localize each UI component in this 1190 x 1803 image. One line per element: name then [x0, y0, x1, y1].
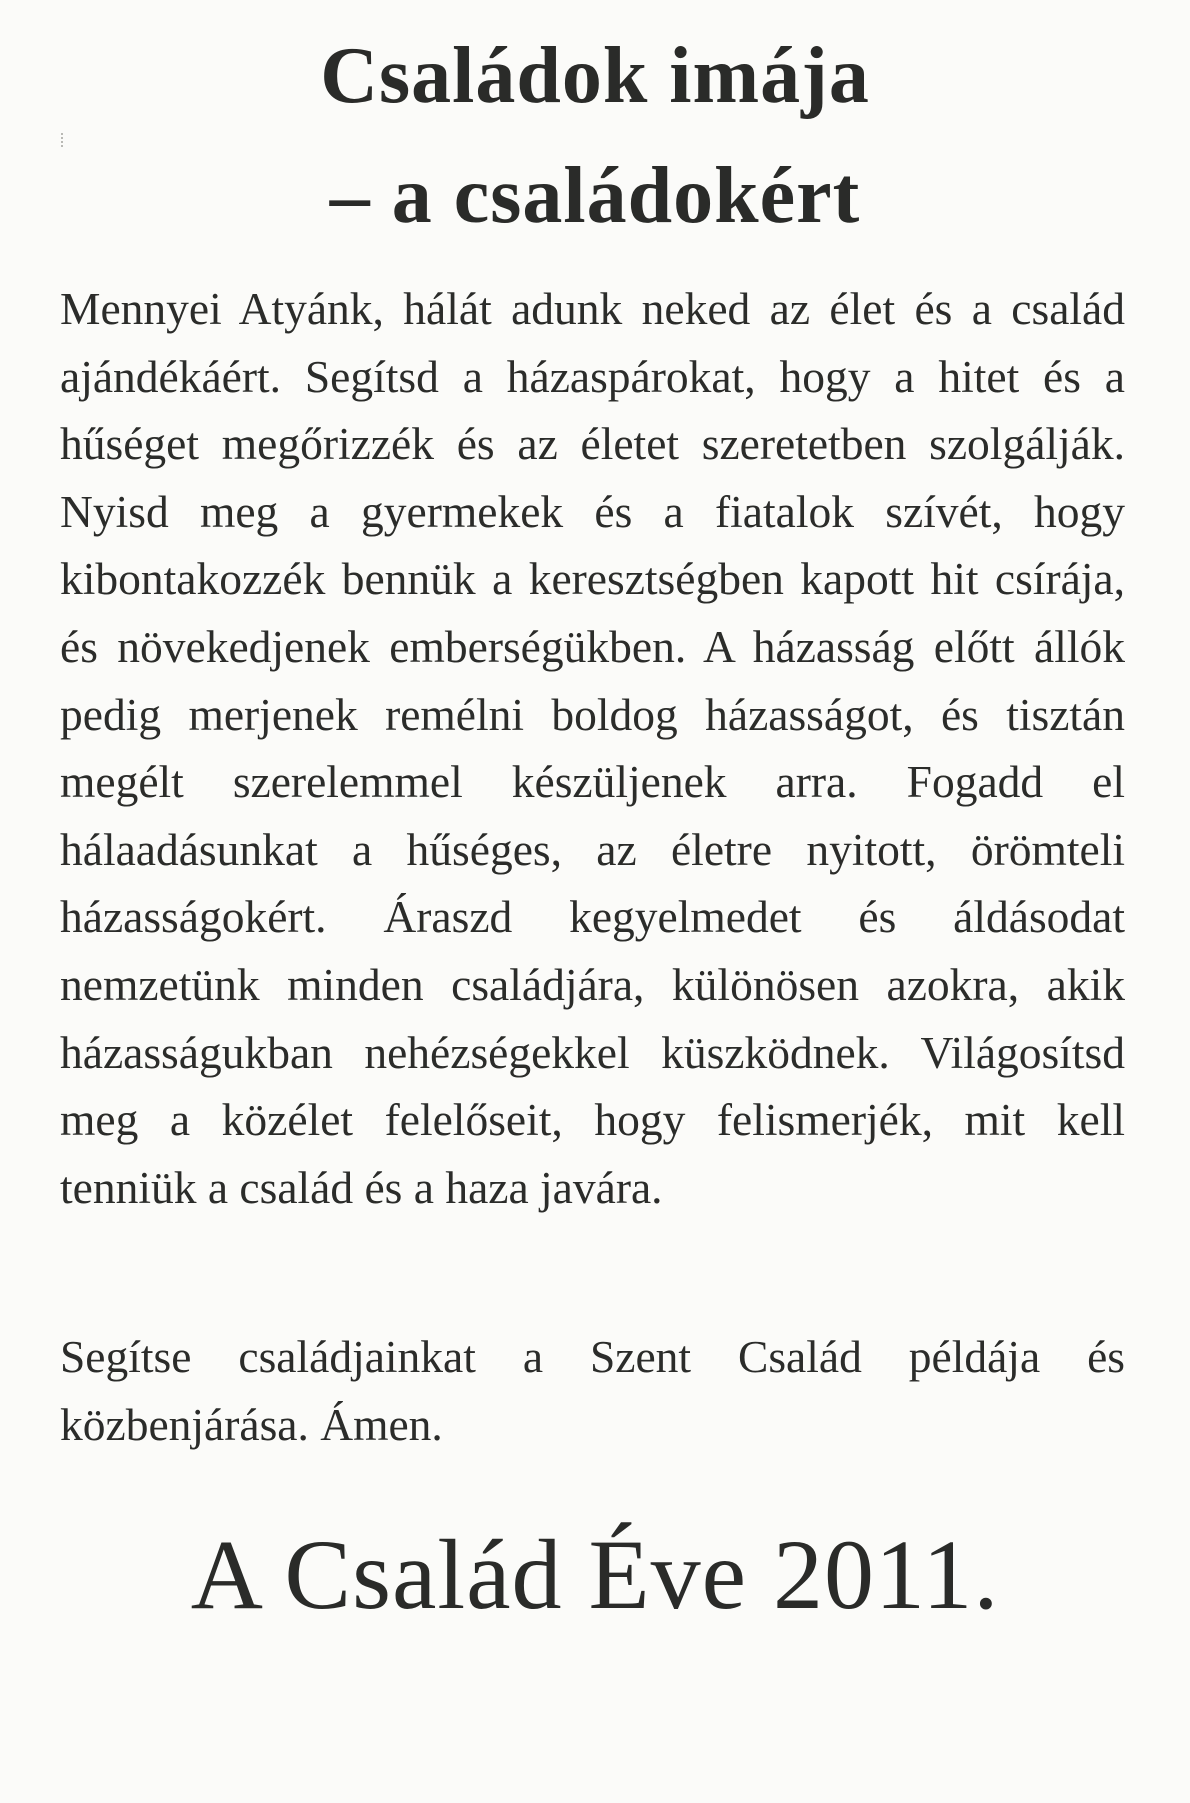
scan-speck — [61, 133, 65, 147]
prayer-paragraph-2: Segítse családjainkat a Szent Család példája és közbenjárása. Ámen. — [60, 1331, 1125, 1450]
title-line-2: – a családokért — [329, 152, 861, 240]
prayer-paragraph-1: Mennyei Atyánk, hálát adunk neked az élet és a család ajándékáért. Segítsd a házaspárokat, hogy a hitet és a hűséget megőrizzék és az életet szeretetben szolgálják. Nyisd meg a gyermekek és a fiatalok szívét, hogy kibontakozzék bennük a keresztségben kapott hit csírája, és növekedjenek emberségükben. A házasság előtt állók pedig merjenek remélni boldog házasságot, és tisztán megélt szerelemmel készüljenek arra. Fogadd el hálaadásunkat a hűséges, az életre nyitott, örömteli házasságokért. Áraszd kegyelmedet és áldásodat nemzetünk minden családjára, különösen azokra, akik házasságukban nehézségekkel küszködnek. Világosítsd meg a közélet felelőseit, hogy felismerjék, mit kell tenniük a család és a haza javára. — [60, 283, 1125, 1213]
title-line-1: Családok imája — [320, 32, 870, 120]
footer-year-text: A Család Éve 2011. — [190, 1519, 1000, 1630]
